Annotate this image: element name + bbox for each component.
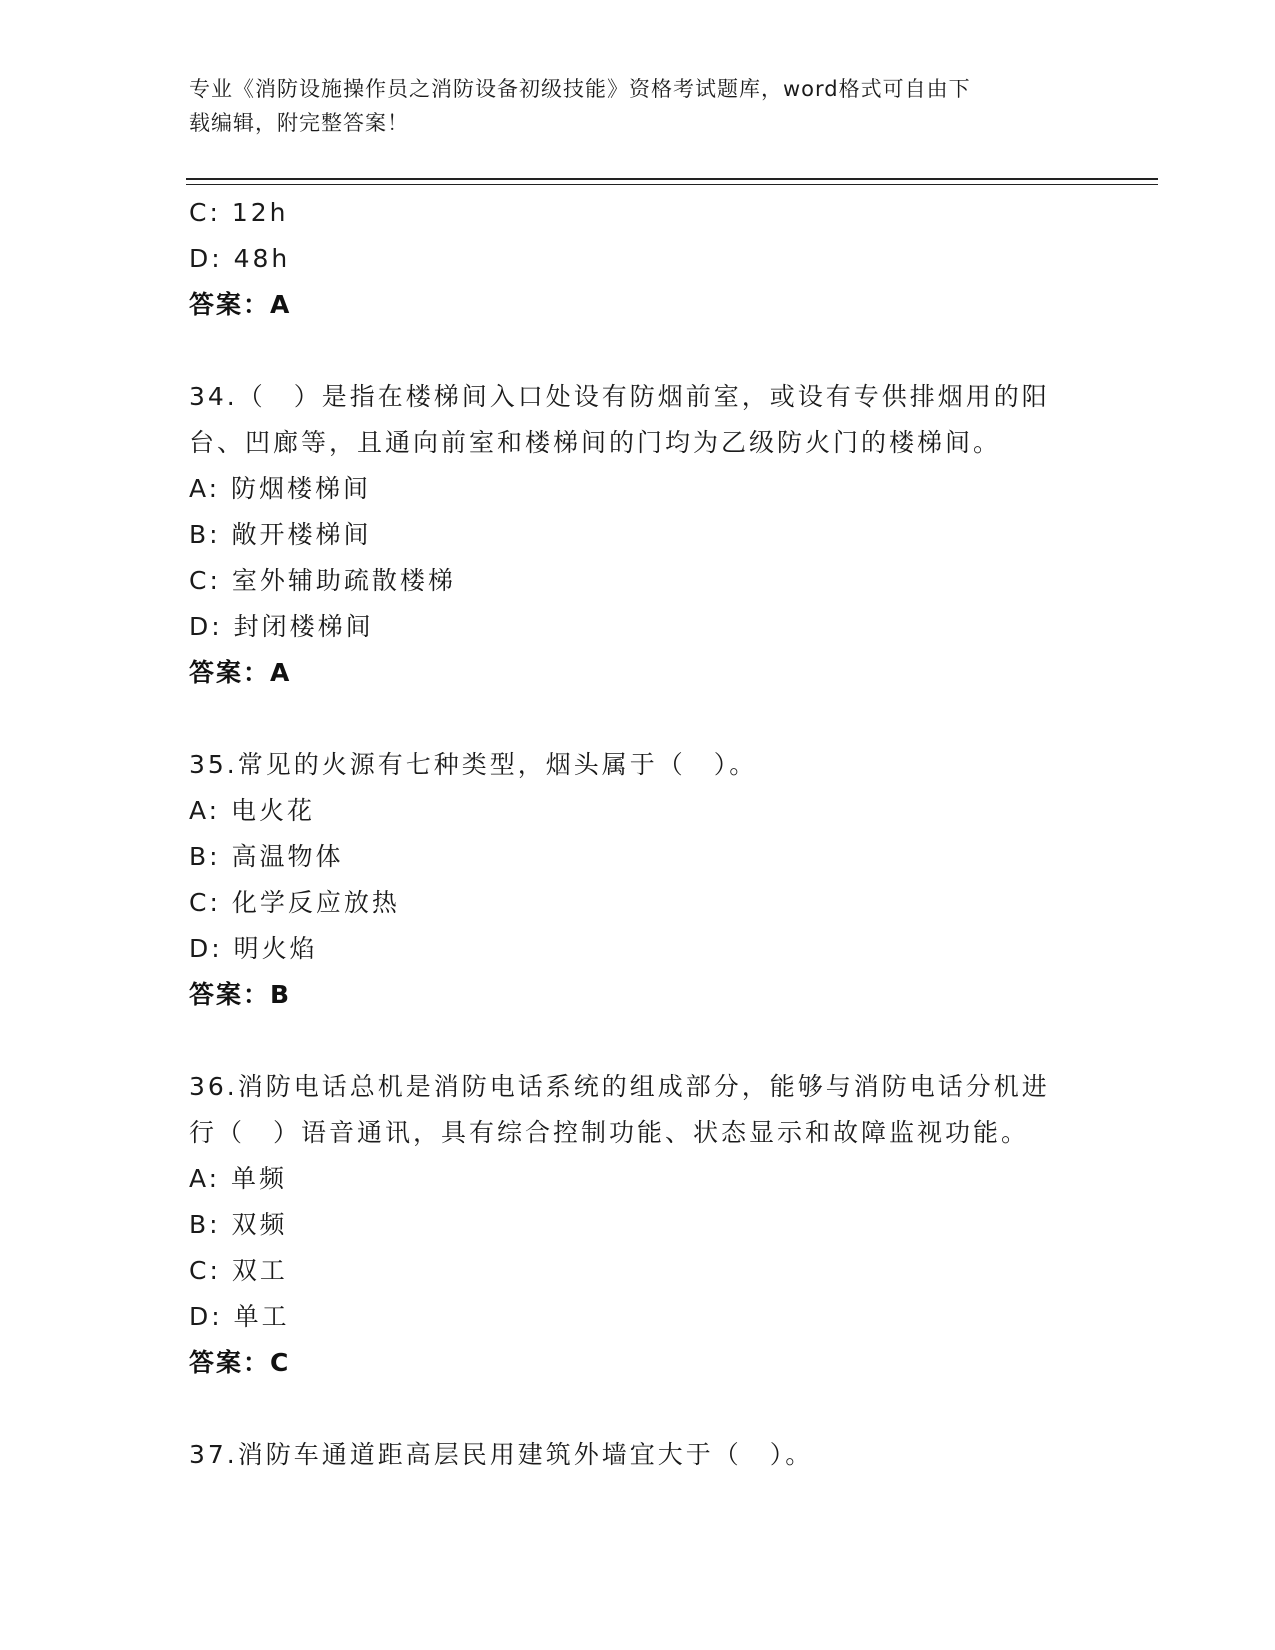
question-stem-line: 行（ ）语音通讯，具有综合控制功能、状态显示和故障监视功能。 [189,1118,1030,1147]
question-37 [189,1432,1089,1478]
option-a: A: 单频 [189,1164,288,1193]
option-c: C: 12h [189,198,289,227]
question-stem-line: 36.消防电话总机是消防电话系统的组成部分，能够与消防电话分机进 [189,1072,1050,1101]
question-34 [189,374,1089,696]
header-divider-thin [186,184,1158,185]
option-c: C: 化学反应放热 [189,888,400,917]
spacer [189,328,1089,374]
option-d: D: 封闭楼梯间 [189,612,374,641]
option-a: A: 电火花 [189,796,316,825]
option-b: B: 敞开楼梯间 [189,520,372,549]
answer-line: 答案：A [189,290,292,319]
question-content [189,190,1089,1478]
header-divider-thick [186,178,1158,180]
header-line-2: 载编辑，附完整答案！ [189,111,409,135]
document-header [189,72,1089,140]
spacer [189,1018,1089,1064]
question-33-continued [189,190,1089,328]
option-b: B: 双频 [189,1210,288,1239]
option-d: D: 明火焰 [189,934,318,963]
option-d: D: 48h [189,244,291,273]
question-stem-line: 37.消防车通道距高层民用建筑外墙宜大于（ ）。 [189,1440,814,1469]
question-stem-line: 35.常见的火源有七种类型，烟头属于（ ）。 [189,750,758,779]
option-c: C: 双工 [189,1256,288,1285]
question-stem-line: 台、凹廊等，且通向前室和楼梯间的门均为乙级防火门的楼梯间。 [189,428,1002,457]
option-d: D: 单工 [189,1302,290,1331]
option-b: B: 高温物体 [189,842,344,871]
answer-line: 答案：A [189,658,292,687]
header-line-1: 专业《消防设施操作员之消防设备初级技能》资格考试题库，word格式可自由下 [189,77,971,101]
spacer [189,1386,1089,1432]
question-35 [189,742,1089,1018]
option-a: A: 防烟楼梯间 [189,474,372,503]
answer-line: 答案：C [189,1348,291,1377]
option-c: C: 室外辅助疏散楼梯 [189,566,456,595]
spacer [189,696,1089,742]
question-36 [189,1064,1089,1386]
answer-line: 答案：B [189,980,292,1009]
question-stem-line: 34.（ ）是指在楼梯间入口处设有防烟前室，或设有专供排烟用的阳 [189,382,1050,411]
